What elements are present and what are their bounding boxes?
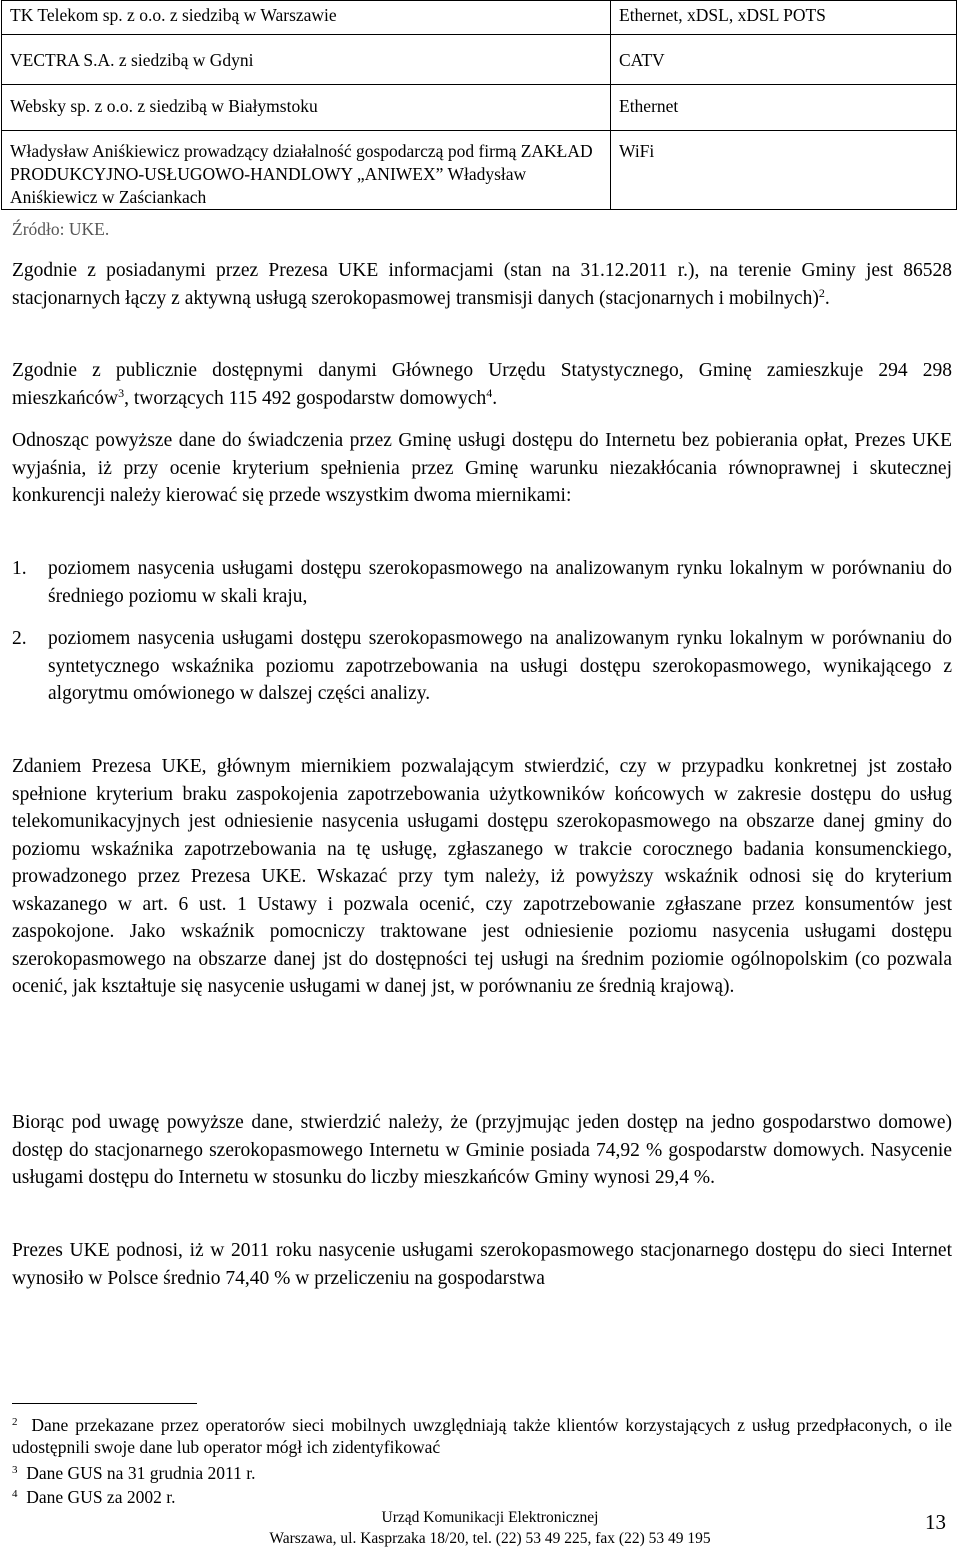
technology-cell: CATV	[611, 35, 957, 85]
footnote	[12, 1462, 952, 1484]
technology-cell: WiFi	[611, 131, 957, 210]
table-source: Źródło: UKE.	[12, 219, 110, 239]
table-row	[2, 85, 957, 131]
footnote	[12, 1486, 952, 1508]
paragraph-population	[12, 357, 952, 412]
footnote	[12, 1414, 952, 1458]
footnote-text: Dane przekazane przez operatorów sieci mobilnych uwzględniają także klientów korzystających z usług przedpłaconych, o ile udostępnili swoje dane lub operator mógł ich zidentyfikować	[12, 1415, 953, 1457]
footer-institution: Urząd Komunikacji Elektronicznej	[381, 1509, 599, 1526]
paragraph-national-average: Prezes UKE podnosi, iż w 2011 roku nasycenie usługami szerokopasmowego stacjonarnego dostępu do sieci Internet wynosiło w Polsce średnio 74,40 % w przeliczeniu na gospodarstwa	[12, 1240, 952, 1289]
table-row	[2, 131, 957, 210]
operator-cell: TK Telekom sp. z o.o. z siedzibą w Warszawie	[2, 1, 611, 35]
list-number: 2.	[12, 628, 27, 649]
list-number: 1.	[12, 558, 27, 579]
paragraph-punct: .	[492, 387, 498, 409]
operator-cell: Władysław Aniśkiewicz prowadzący działalność gospodarczą pod firmą ZAKŁAD PRODUKCYJNO-USŁUGOWO-HANDLOWY „ANIWEX” Władysław Aniśkiewicz w Zaściankach	[2, 131, 611, 210]
footnote-mark: 3	[12, 1464, 18, 1476]
list-text: poziomem nasycenia usługami dostępu szerokopasmowego na analizowanym rynku lokalnym w porównaniu do średniego poziomu w skali kraju,	[48, 558, 952, 607]
paragraph-criteria: Odnosząc powyższe dane do świadczenia przez Gminę usługi dostępu do Internetu bez pobierania opłat, Prezes UKE wyjaśnia, iż przy ocenie kryterium spełnienia przez Gminę warunku niezakłócania równoprawnej i skutecznej konkurencji należy kierować się przede wszystkim dwoma miernikami:	[12, 430, 952, 506]
footnote-ref: 2	[818, 285, 825, 300]
list-item	[12, 555, 952, 610]
footnote-ref: 3	[118, 385, 125, 400]
paragraph-punct: .	[824, 287, 830, 309]
footnote-text: Dane GUS za 2002 r.	[26, 1487, 176, 1507]
paragraph-text: Zgodnie z publicznie dostępnymi danymi Głównego Urzędu Statystycznego, Gminę zamieszkuje 294 298 mieszkańców	[12, 360, 952, 409]
footnote-mark: 2	[12, 1416, 18, 1428]
page-number: 13	[925, 1510, 946, 1534]
paragraph-lines-count	[12, 257, 952, 312]
paragraph-text: Zgodnie z posiadanymi przez Prezesa UKE informacjami (stan na 31.12.2011 r.), na terenie Gminy jest 86528 stacjonarnych łączy z aktywną usługą szerokopasmowej transmisji danych (stacjonarnych i mobilnych)	[12, 260, 952, 309]
technology-cell: Ethernet	[611, 85, 957, 131]
footnote-separator	[12, 1403, 197, 1404]
footnote-ref: 4	[486, 385, 493, 400]
footer-address: Warszawa, ul. Kasprzaka 18/20, tel. (22) 53 49 225, fax (22) 53 49 195	[269, 1530, 711, 1547]
operator-cell: Websky sp. z o.o. z siedzibą w Białymstoku	[2, 85, 611, 131]
table-row	[2, 35, 957, 85]
paragraph-saturation: Biorąc pod uwagę powyższe dane, stwierdzić należy, że (przyjmując jeden dostęp na jedno gospodarstwo domowe) dostęp do stacjonarnego szerokopasmowego Internetu w Gminie posiada 74,92 % gospodarstw domowych. Nasycenie usługami dostępu do Internetu w stosunku do liczby mieszkańców Gminy wynosi 29,4 %.	[12, 1112, 952, 1188]
operator-cell: VECTRA S.A. z siedzibą w Gdyni	[2, 35, 611, 85]
paragraph-text: , tworzących 115 492 gospodarstw domowych	[124, 387, 487, 409]
paragraph-main-measure: Zdaniem Prezesa UKE, głównym miernikiem pozwalającym stwierdzić, czy w przypadku konkretnej jst zostało spełnione kryterium braku zaspokojenia zapotrzebowania użytkowników końcowych w zakresie dostępu do usług telekomunikacyjnych jest odniesienie nasycenia usługami dostępu szerokopasmowego na obszarze danej gminy do poziomu wskaźnika zapotrzebowania na tę usługę, zgłaszanego w trakcie corocznego badania konsumenckiego, prowadzonego przez Prezesa UKE. Wskazać przy tym należy, iż powyższy wskaźnik odnosi się do kryterium wskazanego w art. 6 ust. 1 Ustawy i pozwala ocenić, czy zapotrzebowanie zgłaszane przez konsumentów jest zaspokojone. Jako wskaźnik pomocniczy traktowane jest odniesienie poziomu nasycenia usługami dostępu szerokopasmowego na obszarze danej jst do dostępności tej usługi na średnim poziomie ogólnopolskim (co pozwala ocenić, jak kształtuje się nasycenie usługami w danej jst, w porównaniu ze średnią krajową).	[12, 756, 952, 997]
technology-cell: Ethernet, xDSL, xDSL POTS	[611, 1, 957, 35]
table-row	[2, 1, 957, 35]
footnote-mark: 4	[12, 1488, 18, 1500]
footnote-text: Dane GUS na 31 grudnia 2011 r.	[26, 1463, 256, 1483]
operators-table	[1, 0, 957, 210]
list-text: poziomem nasycenia usługami dostępu szerokopasmowego na analizowanym rynku lokalnym w porównaniu do syntetycznego wskaźnika poziomu zapotrzebowania na usługi dostępu szerokopasmowego, wynikającego z algorytmu omówionego w dalszej części analizy.	[48, 628, 952, 704]
list-item	[12, 625, 952, 708]
